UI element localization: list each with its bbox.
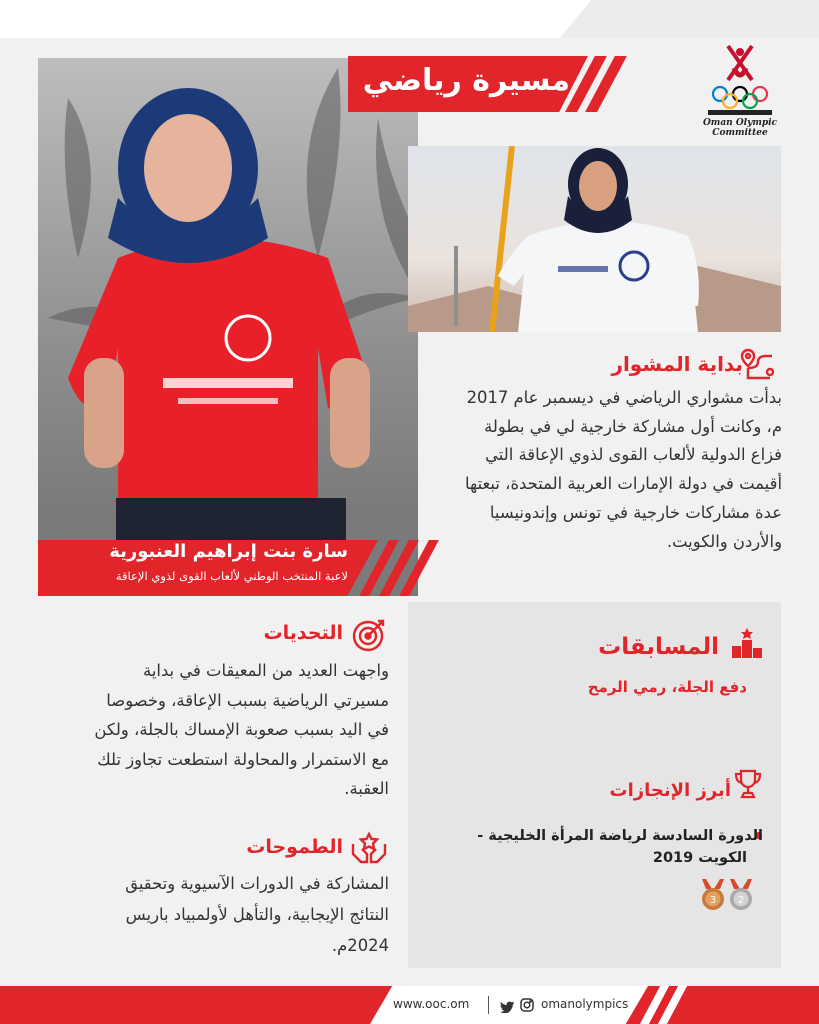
text-line: أقيمت في دولة الإمارات العربية المتحدة، تبعتها (465, 474, 782, 494)
achievements-title: أبرز الإنجازات (609, 780, 731, 801)
ambitions-title: الطموحات (246, 836, 343, 858)
top-band-stripe (560, 0, 819, 38)
achievement-item-line2: الكويت 2019 (652, 850, 747, 866)
ambitions-text (37, 868, 389, 961)
text-line: عدة مشاركات خارجية في تونس وإندونيسيا (489, 502, 782, 522)
start-section-title: بداية المشوار (611, 352, 743, 376)
text-line: بدأت مشواري الرياضي في ديسمبر عام 2017 (466, 388, 782, 407)
olympic-committee-logo (688, 38, 792, 138)
competitions-value: دفع الجلة، رمي الرمح (587, 678, 747, 696)
instagram-icon[interactable] (520, 997, 534, 1011)
title-banner (348, 56, 610, 112)
text-line: مع الاستمرار والمحاولة استطعت تجاوز تلك (97, 749, 389, 769)
podium-icon (730, 626, 764, 660)
bronze-medal-icon (700, 879, 726, 911)
achievement-item-line1: الدورة السادسة لرياضة المرأة الخليجية - (477, 828, 763, 844)
start-section-text (402, 384, 782, 556)
website-link[interactable]: www.ooc.om (393, 997, 470, 1011)
footer-divider (488, 996, 489, 1014)
athlete-name: سارة بنت إبراهيم العنبورية (109, 541, 348, 562)
text-line: النتائج الإيجابية، والتأهل لأولمبياد باريس (125, 905, 389, 924)
text-line: واجهت العديد من المعيقات في بداية (143, 661, 389, 680)
twitter-icon[interactable] (500, 998, 514, 1010)
social-handle-link[interactable]: omanolympics (541, 997, 629, 1011)
hands-star-icon (350, 828, 388, 866)
challenges-title: التحديات (263, 622, 343, 644)
logo-caption: Oman Olympic Committee (702, 118, 778, 138)
medal-label: 3 (709, 895, 717, 906)
route-pin-icon (740, 346, 776, 382)
text-line: في اليد بسبب صعوبة الإمساك بالجلة، ولكن (94, 720, 389, 739)
text-line: مسيرتي الرياضية بسبب الإعاقة، وخصوصا (106, 690, 389, 710)
text-line: فزاع الدولية لألعاب القوى لذوي الإعاقة التي (485, 445, 782, 465)
competitions-title: المسابقات (598, 634, 719, 660)
text-line: والأردن والكويت. (666, 531, 782, 551)
text-line: المشاركة في الدورات الآسيوية وتحقيق (125, 874, 389, 893)
medal-label: 2 (737, 895, 745, 906)
page-title: مسيرة رياضي (362, 63, 570, 98)
text-line: م، وكانت أول مشاركة خارجية لي في بطولة (484, 416, 782, 436)
text-line: 2024م. (331, 936, 389, 955)
silver-medal-icon (728, 879, 754, 911)
trophy-icon (734, 768, 762, 800)
hero-athlete-photo (38, 58, 418, 596)
text-line: العقبة. (344, 779, 389, 798)
target-icon (350, 616, 388, 654)
athlete-subtitle: لاعبة المنتخب الوطني لألعاب القوى لذوي الإعاقة (115, 569, 348, 583)
challenges-text (37, 656, 389, 804)
javelin-photo (408, 146, 781, 332)
